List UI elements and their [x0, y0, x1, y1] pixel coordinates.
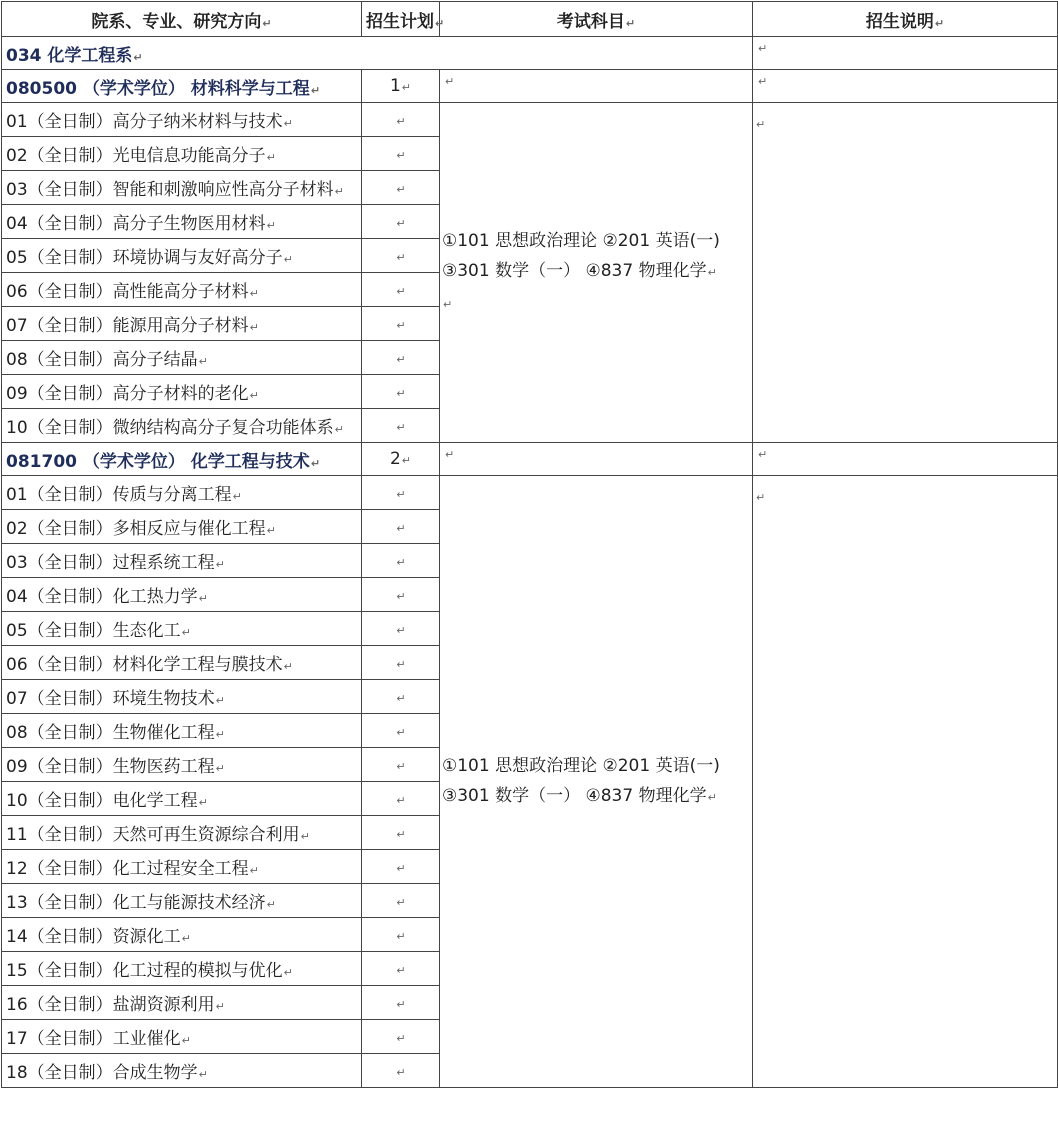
- exam-subjects-trailing: [442, 288, 748, 320]
- paragraph-mark: ↵: [758, 448, 768, 461]
- paragraph-mark: ↵: [445, 75, 455, 88]
- paragraph-mark: ↵: [396, 555, 406, 569]
- major-notes-cell: [753, 70, 1058, 103]
- direction-plan: [362, 986, 440, 1020]
- paragraph-mark: ↵: [181, 626, 191, 639]
- department-row: [2, 37, 1058, 70]
- direction-name: 07（全日制）能源用高分子材料↵: [2, 307, 362, 341]
- admission-notes: [753, 476, 1058, 1088]
- paragraph-mark: ↵: [396, 318, 406, 332]
- direction-name: 13（全日制）化工与能源技术经济↵: [2, 884, 362, 918]
- header-plan: 招生计划↵: [362, 2, 440, 37]
- paragraph-mark: ↵: [396, 420, 406, 434]
- direction-plan: [362, 544, 440, 578]
- direction-plan: [362, 748, 440, 782]
- paragraph-mark: ↵: [334, 423, 344, 436]
- paragraph-mark: ↵: [396, 1031, 406, 1045]
- direction-name: 05（全日制）生态化工↵: [2, 612, 362, 646]
- exam-subjects-line: ③301 数学（一） ④837 物理化学↵: [442, 260, 717, 281]
- direction-plan: [362, 307, 440, 341]
- paragraph-mark: ↵: [396, 114, 406, 128]
- paragraph-mark: ↵: [396, 657, 406, 671]
- exam-subjects-line: ①101 思想政治理论 ②201 英语(一): [442, 755, 720, 776]
- paragraph-mark: ↵: [396, 793, 406, 807]
- direction-plan: [362, 510, 440, 544]
- paragraph-mark: ↵: [249, 321, 259, 334]
- paragraph-mark: ↵: [283, 966, 293, 979]
- exam-subjects: [440, 103, 753, 443]
- direction-name: 18（全日制）合成生物学↵: [2, 1054, 362, 1088]
- department-name: 034 化学工程系↵: [2, 37, 753, 70]
- direction-plan: [362, 850, 440, 884]
- paragraph-mark: ↵: [396, 352, 406, 366]
- direction-name: 10（全日制）电化学工程↵: [2, 782, 362, 816]
- paragraph-mark: ↵: [396, 487, 406, 501]
- paragraph-mark: ↵: [198, 1068, 208, 1081]
- paragraph-mark: ↵: [396, 216, 406, 230]
- paragraph-mark: ↵: [396, 827, 406, 841]
- direction-plan: [362, 918, 440, 952]
- direction-name: 07（全日制）环境生物技术↵: [2, 680, 362, 714]
- direction-name: 16（全日制）盐湖资源利用↵: [2, 986, 362, 1020]
- major-row: [2, 70, 1058, 103]
- major-notes-cell: [753, 443, 1058, 476]
- paragraph-mark: ↵: [396, 691, 406, 705]
- direction-name: 04（全日制）高分子生物医用材料↵: [2, 205, 362, 239]
- paragraph-mark: ↵: [215, 728, 225, 741]
- admission-notes: [753, 103, 1058, 443]
- paragraph-mark: ↵: [266, 898, 276, 911]
- direction-plan: [362, 476, 440, 510]
- major-plan: 2↵: [362, 443, 440, 476]
- paragraph-mark: ↵: [396, 895, 406, 909]
- paragraph-mark: ↵: [445, 448, 455, 461]
- direction-plan: [362, 1054, 440, 1088]
- paragraph-mark: ↵: [396, 997, 406, 1011]
- direction-plan: [362, 273, 440, 307]
- major-plan: 1↵: [362, 70, 440, 103]
- paragraph-mark: ↵: [396, 861, 406, 875]
- paragraph-mark: ↵: [396, 521, 406, 535]
- paragraph-mark: ↵: [707, 265, 717, 279]
- direction-plan: [362, 137, 440, 171]
- direction-name: 10（全日制）微纳结构高分子复合功能体系↵: [2, 409, 362, 443]
- paragraph-mark: ↵: [396, 182, 406, 196]
- direction-name: 06（全日制）材料化学工程与膜技术↵: [2, 646, 362, 680]
- direction-name: 01（全日制）高分子纳米材料与技术↵: [2, 103, 362, 137]
- paragraph-mark: ↵: [215, 694, 225, 707]
- paragraph-mark: ↵: [396, 589, 406, 603]
- paragraph-mark: ↵: [758, 75, 768, 88]
- paragraph-mark: ↵: [707, 790, 717, 804]
- direction-name: 15（全日制）化工过程的模拟与优化↵: [2, 952, 362, 986]
- header-direction: 院系、专业、研究方向↵: [2, 2, 362, 37]
- direction-plan: [362, 341, 440, 375]
- direction-name: 14（全日制）资源化工↵: [2, 918, 362, 952]
- direction-name: 02（全日制）光电信息功能高分子↵: [2, 137, 362, 171]
- direction-plan: [362, 409, 440, 443]
- direction-row: [2, 103, 1058, 137]
- direction-name: 08（全日制）生物催化工程↵: [2, 714, 362, 748]
- paragraph-mark: ↵: [756, 491, 766, 504]
- paragraph-mark: ↵: [401, 81, 412, 94]
- paragraph-mark: ↵: [215, 1000, 225, 1013]
- direction-plan: [362, 375, 440, 409]
- paragraph-mark: ↵: [283, 253, 293, 266]
- direction-name: 12（全日制）化工过程安全工程↵: [2, 850, 362, 884]
- paragraph-mark: ↵: [300, 830, 310, 843]
- direction-plan: [362, 103, 440, 137]
- major-title: 081700 （学术学位） 化学工程与技术↵: [2, 443, 362, 476]
- paragraph-mark: ↵: [215, 762, 225, 775]
- paragraph-mark: ↵: [215, 558, 225, 571]
- major-title: 080500 （学术学位） 材料科学与工程↵: [2, 70, 362, 103]
- direction-plan: [362, 782, 440, 816]
- paragraph-mark: ↵: [396, 759, 406, 773]
- exam-subjects: [440, 476, 753, 1088]
- paragraph-mark: ↵: [283, 117, 293, 130]
- paragraph-mark: ↵: [396, 725, 406, 739]
- paragraph-mark: ↵: [396, 1065, 406, 1079]
- paragraph-mark: ↵: [181, 1034, 191, 1047]
- paragraph-mark: ↵: [310, 83, 321, 97]
- paragraph-mark: ↵: [249, 287, 259, 300]
- paragraph-mark: ↵: [249, 389, 259, 402]
- direction-name: 01（全日制）传质与分离工程↵: [2, 476, 362, 510]
- direction-name: 03（全日制）过程系统工程↵: [2, 544, 362, 578]
- paragraph-mark: ↵: [198, 796, 208, 809]
- direction-plan: [362, 680, 440, 714]
- direction-plan: [362, 171, 440, 205]
- direction-name: 11（全日制）天然可再生资源综合利用↵: [2, 816, 362, 850]
- paragraph-mark: ↵: [396, 929, 406, 943]
- direction-plan: [362, 205, 440, 239]
- paragraph-mark: ↵: [181, 932, 191, 945]
- admissions-table: [1, 1, 1058, 1088]
- paragraph-mark: ↵: [396, 250, 406, 264]
- direction-name: 05（全日制）环境协调与友好高分子↵: [2, 239, 362, 273]
- paragraph-mark: ↵: [266, 524, 276, 537]
- header-subjects: 考试科目↵: [440, 2, 753, 37]
- direction-plan: [362, 239, 440, 273]
- paragraph-mark: ↵: [310, 456, 321, 470]
- direction-plan: [362, 714, 440, 748]
- paragraph-mark: ↵: [396, 148, 406, 162]
- direction-plan: [362, 1020, 440, 1054]
- paragraph-mark: ↵: [249, 864, 259, 877]
- direction-name: 08（全日制）高分子结晶↵: [2, 341, 362, 375]
- paragraph-mark: ↵: [283, 660, 293, 673]
- direction-plan: [362, 952, 440, 986]
- exam-subjects-line: ③301 数学（一） ④837 物理化学↵: [442, 785, 717, 806]
- direction-name: 09（全日制）高分子材料的老化↵: [2, 375, 362, 409]
- direction-name: 04（全日制）化工热力学↵: [2, 578, 362, 612]
- paragraph-mark: ↵: [396, 386, 406, 400]
- paragraph-mark: ↵: [396, 963, 406, 977]
- direction-row: [2, 476, 1058, 510]
- paragraph-mark: ↵: [401, 454, 412, 467]
- paragraph-mark: ↵: [396, 623, 406, 637]
- paragraph-mark: ↵: [756, 118, 766, 131]
- paragraph-mark: ↵: [334, 185, 344, 198]
- direction-name: 06（全日制）高性能高分子材料↵: [2, 273, 362, 307]
- major-row: [2, 443, 1058, 476]
- major-subjects-cell: [440, 443, 753, 476]
- major-subjects-cell: [440, 70, 753, 103]
- header-notes: 招生说明↵: [753, 2, 1058, 37]
- paragraph-mark: ↵: [198, 592, 208, 605]
- direction-name: 09（全日制）生物医药工程↵: [2, 748, 362, 782]
- direction-plan: [362, 612, 440, 646]
- paragraph-mark: ↵: [443, 297, 453, 311]
- direction-name: 02（全日制）多相反应与催化工程↵: [2, 510, 362, 544]
- exam-subjects-line: ①101 思想政治理论 ②201 英语(一): [442, 230, 720, 251]
- paragraph-mark: ↵: [396, 284, 406, 298]
- header-row: [2, 2, 1058, 37]
- paragraph-mark: ↵: [232, 490, 242, 503]
- direction-plan: [362, 646, 440, 680]
- paragraph-mark: ↵: [266, 151, 276, 164]
- paragraph-mark: ↵: [266, 219, 276, 232]
- paragraph-mark: ↵: [198, 355, 208, 368]
- direction-name: 17（全日制）工业催化↵: [2, 1020, 362, 1054]
- direction-name: 03（全日制）智能和刺激响应性高分子材料↵: [2, 171, 362, 205]
- direction-plan: [362, 816, 440, 850]
- direction-plan: [362, 884, 440, 918]
- department-notes: ↵: [753, 37, 1058, 70]
- direction-plan: [362, 578, 440, 612]
